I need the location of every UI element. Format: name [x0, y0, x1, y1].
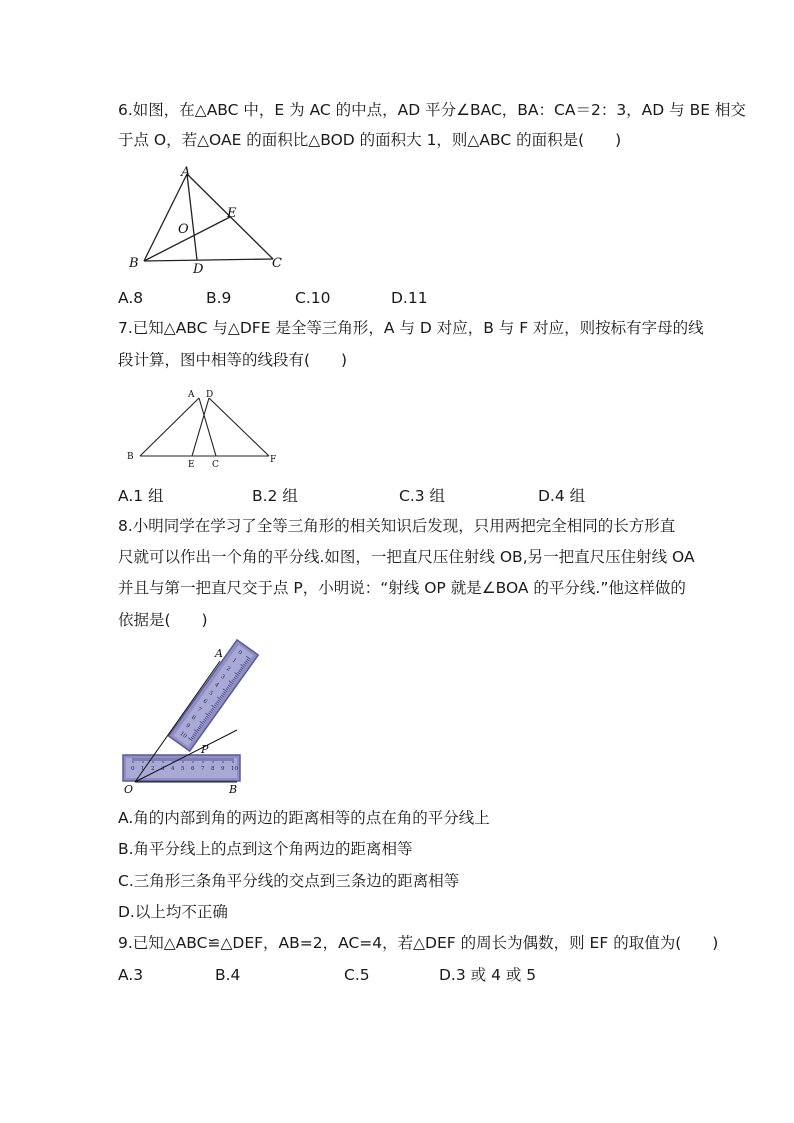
- diagonal-ruler-number: 5: [207, 690, 214, 698]
- q7-text-line-1: 7.已知△ABC 与△DFE 是全等三角形，A 与 D 对应，B 与 F 对应，则按标有字母的线: [118, 319, 704, 337]
- q7-option-c: C.3 组: [399, 487, 446, 505]
- label-c: C: [272, 256, 282, 271]
- label-o: O: [178, 222, 189, 237]
- q6-triangle-diagram: [125, 164, 295, 277]
- q9-option-c: C.5: [344, 966, 370, 984]
- label-b: B: [229, 783, 238, 796]
- bottom-ruler-number: 3: [161, 766, 165, 772]
- q8-text-line-1: 8.小明同学在学习了全等三角形的相关知识后发现，只用两把完全相同的长方形直: [118, 517, 676, 535]
- label-b: B: [129, 256, 139, 271]
- q6-option-d: D.11: [391, 289, 428, 307]
- q7-option-b: B.2 组: [252, 487, 298, 505]
- q9-option-d: D.3 或 4 或 5: [439, 966, 537, 984]
- label-e: E: [188, 460, 195, 470]
- segment-ab: [144, 174, 187, 261]
- label-a: A: [181, 165, 191, 180]
- q6-text-line-1: 6.如图，在△ABC 中，E 为 AC 的中点，AD 平分∠BAC，BA：CA＝2：3，AD 与 BE 相交: [118, 101, 746, 119]
- segment-df: [209, 398, 269, 456]
- q8-ruler-angle-diagram: [115, 640, 255, 795]
- q7-overlapping-triangles-diagram: [124, 386, 284, 471]
- q8-text-line-2: 尺就可以作出一个角的平分线.如图，一把直尺压住射线 OB,另一把直尺压住射线 OA: [118, 548, 695, 566]
- q6-option-c: C.10: [295, 289, 331, 307]
- q8-option-a: A.角的内部到角的两边的距离相等的点在角的平分线上: [118, 809, 490, 827]
- bottom-ruler-number: 0: [131, 766, 135, 772]
- diagonal-ruler-number: 7: [195, 706, 203, 714]
- diagonal-ruler-number: 0: [236, 649, 243, 657]
- label-c: C: [212, 460, 219, 470]
- bottom-ruler-number: 6: [191, 766, 195, 772]
- diagonal-ruler-number: 3: [219, 673, 226, 681]
- label-p: P: [201, 743, 209, 756]
- diagonal-ruler: [169, 640, 259, 751]
- bottom-ruler-number: 7: [201, 766, 205, 772]
- segment-de: [192, 398, 209, 456]
- q6-option-b: B.9: [206, 289, 232, 307]
- q7-option-d: D.4 组: [538, 487, 586, 505]
- q7-options: [118, 486, 718, 506]
- segment-ac: [199, 398, 216, 456]
- bottom-ruler-number: 10: [231, 766, 238, 772]
- label-o: O: [124, 783, 134, 796]
- q9-text-line-1: 9.已知△ABC≌△DEF，AB=2，AC=4，若△DEF 的周长为偶数，则 EF 的取值为( ): [118, 934, 719, 952]
- segment-bc: [144, 259, 273, 261]
- diagonal-ruler-number: 2: [224, 665, 232, 673]
- label-b: B: [127, 452, 134, 462]
- q9-options: [118, 965, 718, 985]
- bottom-ruler-number: 4: [171, 766, 175, 772]
- segment-ba: [140, 398, 199, 456]
- diagonal-ruler-number: 10: [178, 730, 188, 740]
- q7-text-line-2: 段计算，图中相等的线段有( ): [118, 351, 348, 369]
- q8-text-line-4: 依据是( ): [118, 611, 208, 629]
- q8-option-c: C.三角形三条角平分线的交点到三条边的距离相等: [118, 872, 460, 890]
- label-d: D: [206, 390, 214, 400]
- q6-text-line-2: 于点 O，若△OAE 的面积比△BOD 的面积大 1，则△ABC 的面积是( ): [118, 131, 622, 149]
- q7-option-a: A.1 组: [118, 487, 164, 505]
- q8-option-b: B.角平分线上的点到这个角两边的距离相等: [118, 840, 413, 858]
- q6-option-a: A.8: [118, 289, 144, 307]
- q8-text-line-3: 并且与第一把直尺交于点 P，小明说：“射线 OP 就是∠BOA 的平分线.”他这样做的: [118, 579, 686, 597]
- bottom-ruler-number: 8: [211, 766, 215, 772]
- label-f: F: [270, 455, 277, 465]
- diagonal-ruler-number: 1: [230, 657, 238, 665]
- bottom-ruler-number: 1: [141, 766, 145, 772]
- diagonal-ruler-number: 8: [190, 714, 197, 722]
- q9-option-a: A.3: [118, 966, 144, 984]
- segment-ad: [187, 174, 197, 260]
- diagonal-ruler-number: 9: [184, 722, 191, 730]
- bottom-ruler: [123, 755, 240, 781]
- label-a: A: [188, 390, 195, 400]
- bottom-ruler-number: 9: [221, 766, 225, 772]
- diagonal-ruler-number: 6: [201, 698, 209, 706]
- bottom-ruler-number: 2: [151, 766, 155, 772]
- q6-options: [118, 288, 718, 308]
- q8-option-d: D.以上均不正确: [118, 903, 228, 921]
- label-d: D: [193, 262, 204, 277]
- label-e: E: [227, 206, 237, 221]
- label-a: A: [215, 647, 223, 660]
- q9-option-b: B.4: [215, 966, 241, 984]
- diagonal-ruler-number: 4: [213, 682, 220, 689]
- bottom-ruler-number: 5: [181, 766, 185, 772]
